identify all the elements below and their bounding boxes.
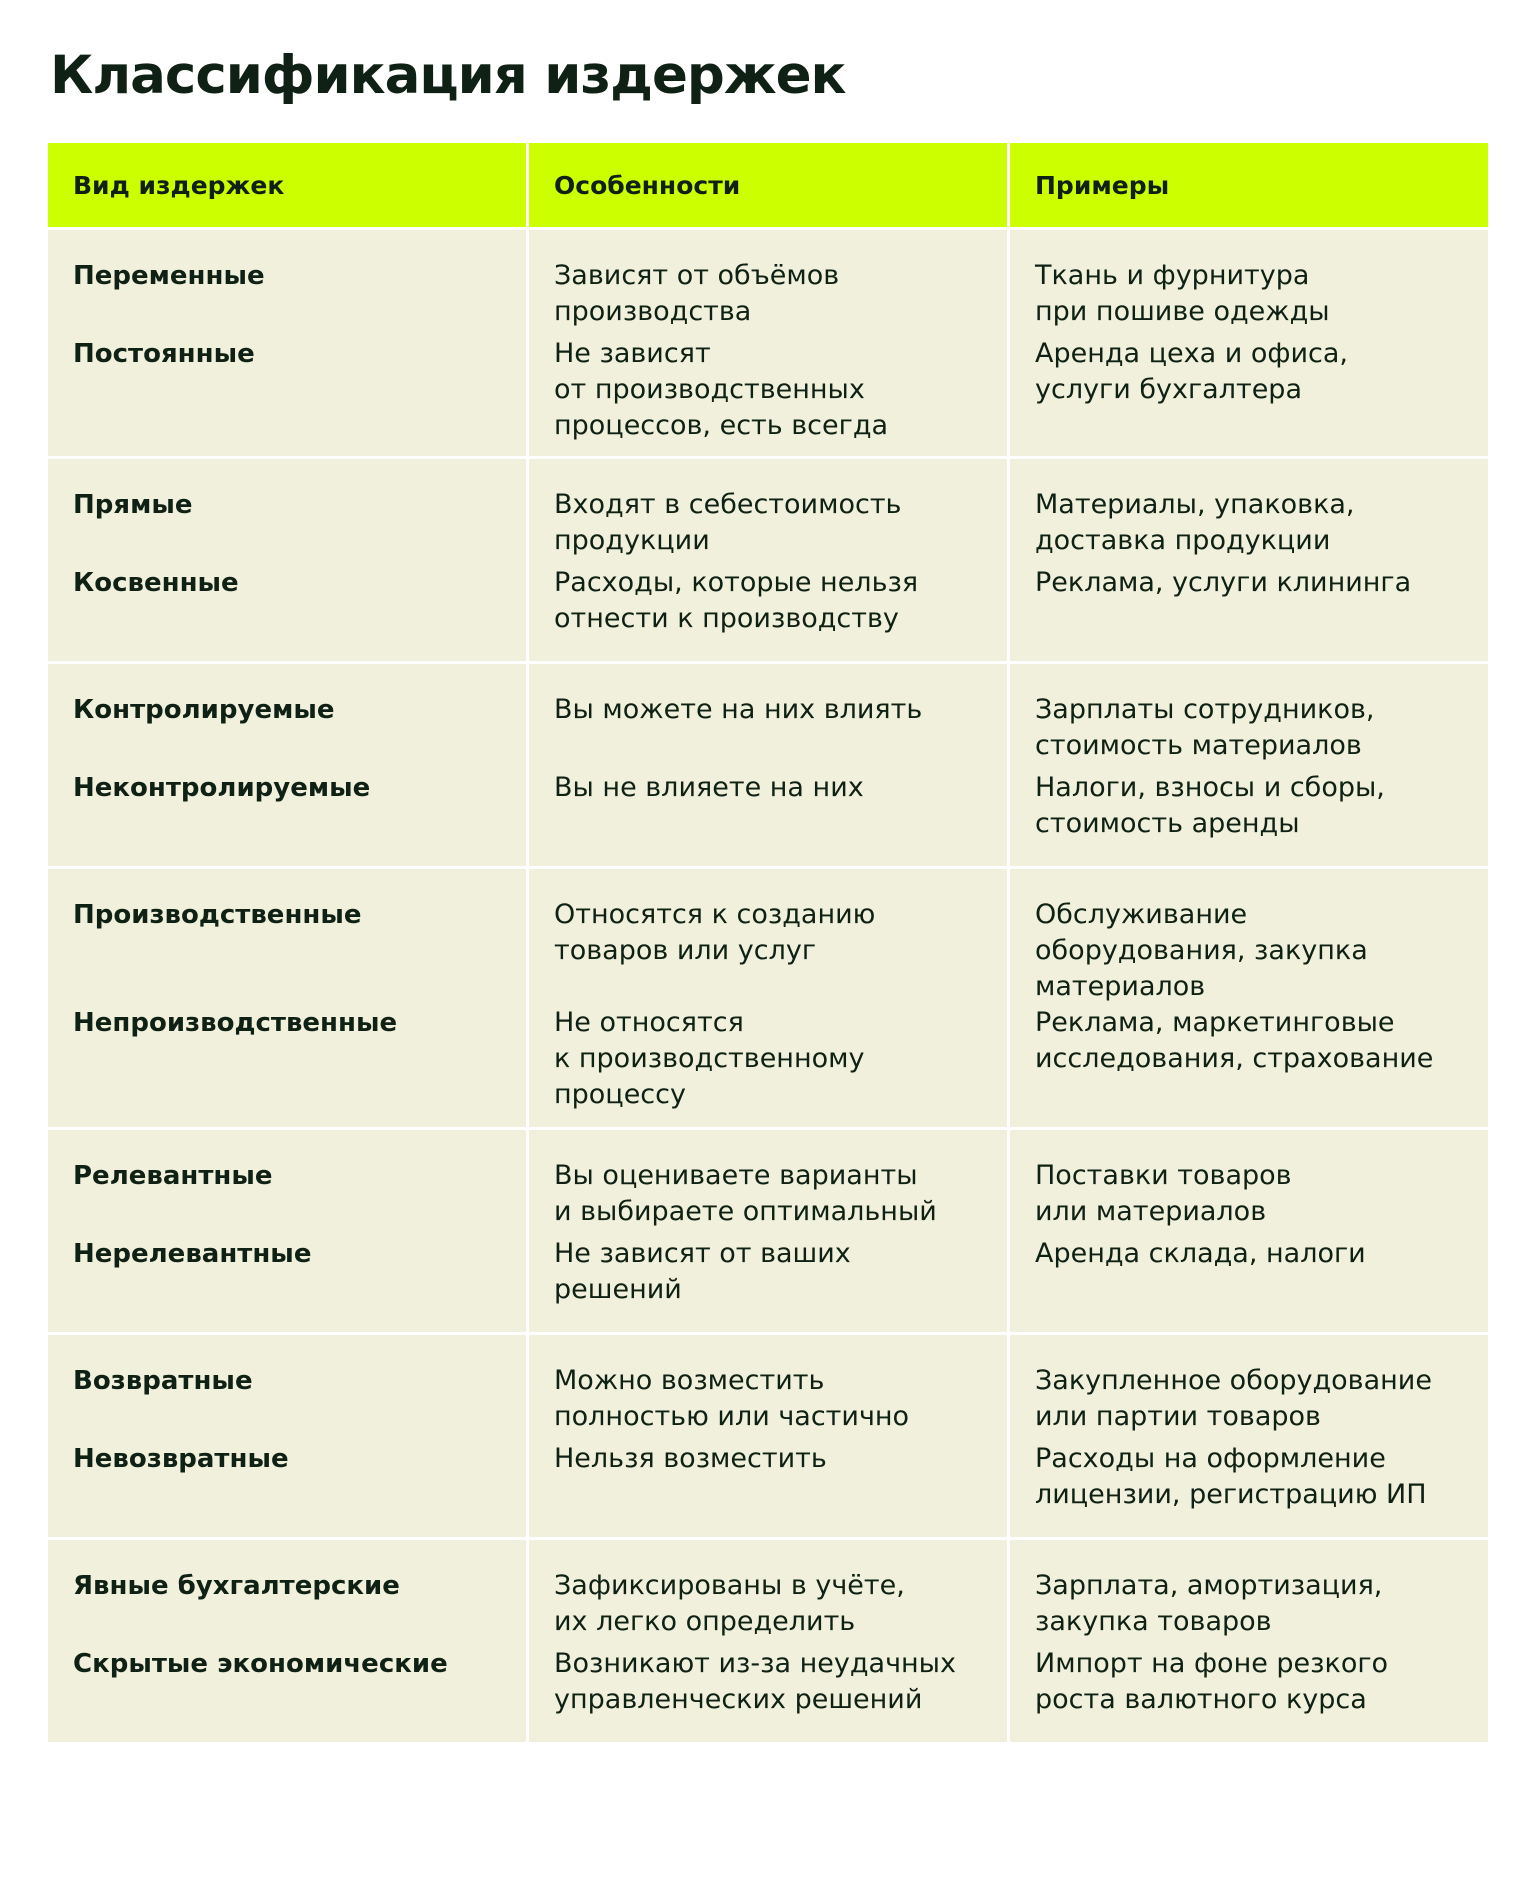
group-2-cost-example-cell [1010, 459, 1488, 661]
cost-feature: Нельзя возместить [554, 1443, 827, 1474]
group-4-cost-feature-cell [529, 869, 1007, 1127]
cost-example: Ткань и фурнитура при пошиве одежды [1035, 260, 1330, 327]
cost-type: Переменные [73, 261, 265, 291]
cost-type: Нерелевантные [73, 1239, 312, 1269]
group-5-cost-feature-cell [529, 1130, 1007, 1332]
cost-example: Импорт на фоне резкого роста валютного курса [1035, 1648, 1389, 1715]
group-2-cost-type-cell [48, 459, 526, 661]
cost-example: Зарплата, амортизация, закупка товаров [1035, 1570, 1383, 1637]
group-1-cost-example-cell [1010, 230, 1488, 456]
page-title: Классификация издержек [50, 45, 846, 106]
cost-example: Реклама, маркетинговые исследования, страхование [1035, 1007, 1434, 1074]
group-5-cost-type-cell [48, 1130, 526, 1332]
cost-type: Контролируемые [73, 695, 335, 725]
cost-example: Аренда склада, налоги [1035, 1238, 1366, 1269]
cost-feature: Зафиксированы в учёте, их легко определить [554, 1570, 905, 1637]
cost-feature: Вы оцениваете варианты и выбираете оптимальный [554, 1160, 937, 1227]
cost-feature: Можно возместить полностью или частично [554, 1365, 910, 1432]
cost-feature: Вы можете на них влиять [554, 694, 923, 725]
header-type: Вид издержек [48, 143, 526, 227]
group-3-cost-feature-cell [529, 664, 1007, 866]
cost-example: Аренда цеха и офиса, услуги бухгалтера [1035, 338, 1349, 405]
cost-type: Скрытые экономические [73, 1649, 448, 1679]
cost-example: Поставки товаров или материалов [1035, 1160, 1292, 1227]
cost-type: Производственные [73, 900, 362, 930]
group-6-cost-feature-cell [529, 1335, 1007, 1537]
group-6-cost-example-cell [1010, 1335, 1488, 1537]
group-7-cost-feature-cell [529, 1540, 1007, 1742]
group-4-cost-example-cell [1010, 869, 1488, 1127]
cost-type: Явные бухгалтерские [73, 1571, 400, 1601]
cost-feature: Входят в себестоимость продукции [554, 489, 902, 556]
group-6-cost-type-cell [48, 1335, 526, 1537]
group-5-cost-example-cell [1010, 1130, 1488, 1332]
cost-feature: Не относятся к производственному процессу [554, 1007, 865, 1110]
group-3-cost-type-cell [48, 664, 526, 866]
cost-feature: Возникают из-за неудачных управленческих решений [554, 1648, 956, 1715]
group-3-cost-example-cell [1010, 664, 1488, 866]
cost-feature: Относятся к созданию товаров или услуг [554, 899, 876, 966]
group-2-cost-feature-cell [529, 459, 1007, 661]
cost-example: Расходы на оформление лицензии, регистрацию ИП [1035, 1443, 1427, 1510]
cost-feature: Не зависят от производственных процессов, есть всегда [554, 338, 889, 441]
cost-type: Невозвратные [73, 1444, 289, 1474]
group-7-cost-example-cell [1010, 1540, 1488, 1742]
cost-feature: Расходы, которые нельзя отнести к производству [554, 567, 919, 634]
cost-example: Закупленное оборудование или партии товаров [1035, 1365, 1432, 1432]
group-4-cost-type-cell [48, 869, 526, 1127]
cost-type: Косвенные [73, 568, 239, 598]
cost-type: Неконтролируемые [73, 773, 371, 803]
cost-example: Налоги, взносы и сборы, стоимость аренды [1035, 772, 1385, 839]
header-examples: Примеры [1010, 143, 1488, 227]
cost-type: Постоянные [73, 339, 255, 369]
group-1-cost-type-cell [48, 230, 526, 456]
cost-example: Зарплаты сотрудников, стоимость материалов [1035, 694, 1375, 761]
cost-example: Материалы, упаковка, доставка продукции [1035, 489, 1355, 556]
group-7-cost-type-cell [48, 1540, 526, 1742]
header-features: Особенности [529, 143, 1007, 227]
cost-example: Обслуживание оборудования, закупка материалов [1035, 899, 1368, 1002]
cost-type: Непроизводственные [73, 1008, 398, 1038]
cost-feature: Зависят от объёмов производства [554, 260, 840, 327]
cost-feature: Не зависят от ваших решений [554, 1238, 851, 1305]
cost-type: Прямые [73, 490, 193, 520]
cost-example: Реклама, услуги клининга [1035, 567, 1412, 598]
cost-type: Возвратные [73, 1366, 253, 1396]
cost-classification-table [48, 143, 1488, 1742]
group-1-cost-feature-cell [529, 230, 1007, 456]
cost-feature: Вы не влияете на них [554, 772, 864, 803]
cost-type: Релевантные [73, 1161, 273, 1191]
